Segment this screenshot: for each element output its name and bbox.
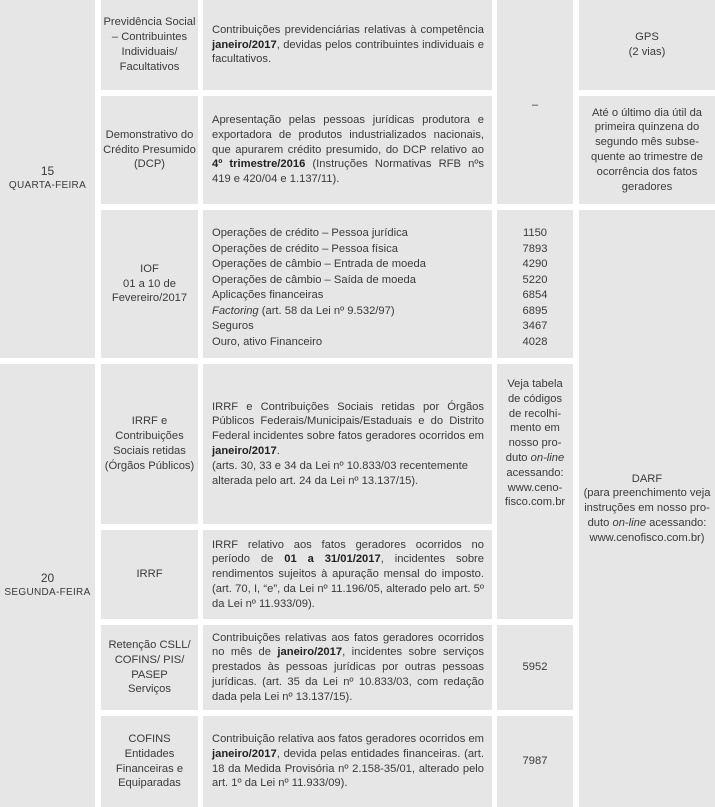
desc-irrf: IRRF relativo aos fatos geradores ocorridos no período de 01 a 31/01/2017, incidentes sobre rendimentos sujeitos à apuração mensal do imposto. (art. 70, I, “e”, da Lei nº 11.196/05, alterado pelo art. 5º da Lei nº 11.933/09). <box>203 530 492 619</box>
desc-iof <box>203 210 492 358</box>
deadline-cell: Até o último dia útil da primeira quinzena do segundo mês subse- quente ao trimestre de ocorrência dos fatos geradores <box>579 96 715 204</box>
code-value: 7987 <box>522 755 548 768</box>
code-iof-cell <box>497 210 573 358</box>
iof-code: 4028 <box>522 335 548 348</box>
darf-title: DARF <box>631 472 663 485</box>
iof-code: 7893 <box>522 242 548 255</box>
code-value: 5952 <box>522 661 548 674</box>
form-darf-cell: DARF (para preenchimento veja instruções em nosso pro- duto on-line acessando: www.cenofisco.com.br) <box>579 210 715 807</box>
iof-item: Factoring (art. 58 da Lei nº 9.532/97) <box>212 304 395 317</box>
title-dcp: Demonstrativo do Crédito Presumido (DCP) <box>101 96 198 204</box>
title-cofins: COFINS Entidades Financeiras e Equiparadas <box>101 716 198 807</box>
iof-item: Ouro, ativo Financeiro <box>212 335 323 348</box>
day-cell-20 <box>0 364 95 807</box>
desc-cofins: Contribuição relativa aos fatos geradores ocorridos em janeiro/2017, devida pelas entidades financeiras. (art. 18 da Medida Provisória nº 2.158-35/01, alterado pelo art. 1º da Lei nº 11.933/09). <box>203 716 492 807</box>
desc-previdencia: Contribuições previdenciárias relativas à competência janeiro/2017, devidas pelos contribuintes individuais e facultativos. <box>203 0 492 90</box>
desc-retencao: Contribuições relativas aos fatos geradores ocorridos no mês de janeiro/2017, incidentes sobre serviços prestados às pessoas jurídicas por outras pessoas jurídicas. (art. 35 da Lei nº 10.833/03, com redação dada pela Lei nº 13.137/15). <box>203 625 492 710</box>
iof-code: 6895 <box>522 304 548 317</box>
code-see-table-cell: Veja tabela de códigos de recolhi- mento em nosso pro- duto on-line acessando: www.ceno- fisco.com.br <box>497 364 573 619</box>
desc-dcp: Apresentação pelas pessoas jurídicas produtora e exportadora de produtos industrializados nacionais, que apurarem crédito presumido, do DCP relativo ao 4º trimestre/2016 (Instruções Normativas RFB nºs 419 e 420/04 e 1.137/11). <box>203 96 492 204</box>
title-irrf: IRRF <box>101 530 198 619</box>
title-previdencia: Previdência Social – Contribuintes Individuais/ Facultativos <box>101 0 198 90</box>
iof-item: Operações de câmbio – Entrada de moeda <box>212 258 426 270</box>
iof-item: Operações de crédito – Pessoa jurídica <box>212 227 408 239</box>
day-number: 20 <box>40 570 55 585</box>
iof-item: Aplicações financeiras <box>212 289 324 301</box>
iof-item: Operações de crédito – Pessoa física <box>212 242 398 255</box>
title-iof: IOF 01 a 10 de Fevereiro/2017 <box>101 210 198 358</box>
day-number: 15 <box>40 164 55 179</box>
title-irrf-orgaos: IRRF e Contribuições Sociais retidas (Órgãos Públicos) <box>101 364 198 524</box>
title-retencao: Retenção CSLL/ COFINS/ PIS/ PASEP Serviços <box>101 625 198 710</box>
desc-irrf-orgaos: IRRF e Contribuições Sociais retidas por Órgãos Públicos Federais/Municipais/Estaduais e do Distrito Federal incidentes sobre fatos geradores ocorridos em janeiro/2017. (arts. 30, 33 e 34 da Lei nº 10.833/03 recentemente alterada pelo art. 24 da Lei nº 13.137/15). <box>203 364 492 524</box>
legal-note: (arts. 30, 33 e 34 da Lei nº 10.833/03 recentemente alterada pelo art. 24 da Lei nº 13.137/15). <box>212 459 468 487</box>
iof-item: Seguros <box>212 320 254 332</box>
iof-code: 3467 <box>522 320 548 332</box>
iof-item: Operações de câmbio – Saída de moeda <box>212 273 416 286</box>
iof-code: 1150 <box>522 227 548 239</box>
day-weekday: QUARTA-FEIRA <box>8 180 87 191</box>
code-retencao-cell <box>497 625 573 710</box>
iof-code: 6854 <box>522 289 548 301</box>
form-gps-cell: GPS (2 vias) <box>579 0 715 90</box>
day-weekday: SEGUNDA-FEIRA <box>4 586 91 598</box>
code-dash-cell <box>497 0 573 204</box>
code-dash: – <box>531 99 539 111</box>
day-cell-15 <box>0 0 95 358</box>
iof-code: 4290 <box>522 258 548 270</box>
code-cofins-cell <box>497 716 573 807</box>
iof-code: 5220 <box>522 273 548 286</box>
